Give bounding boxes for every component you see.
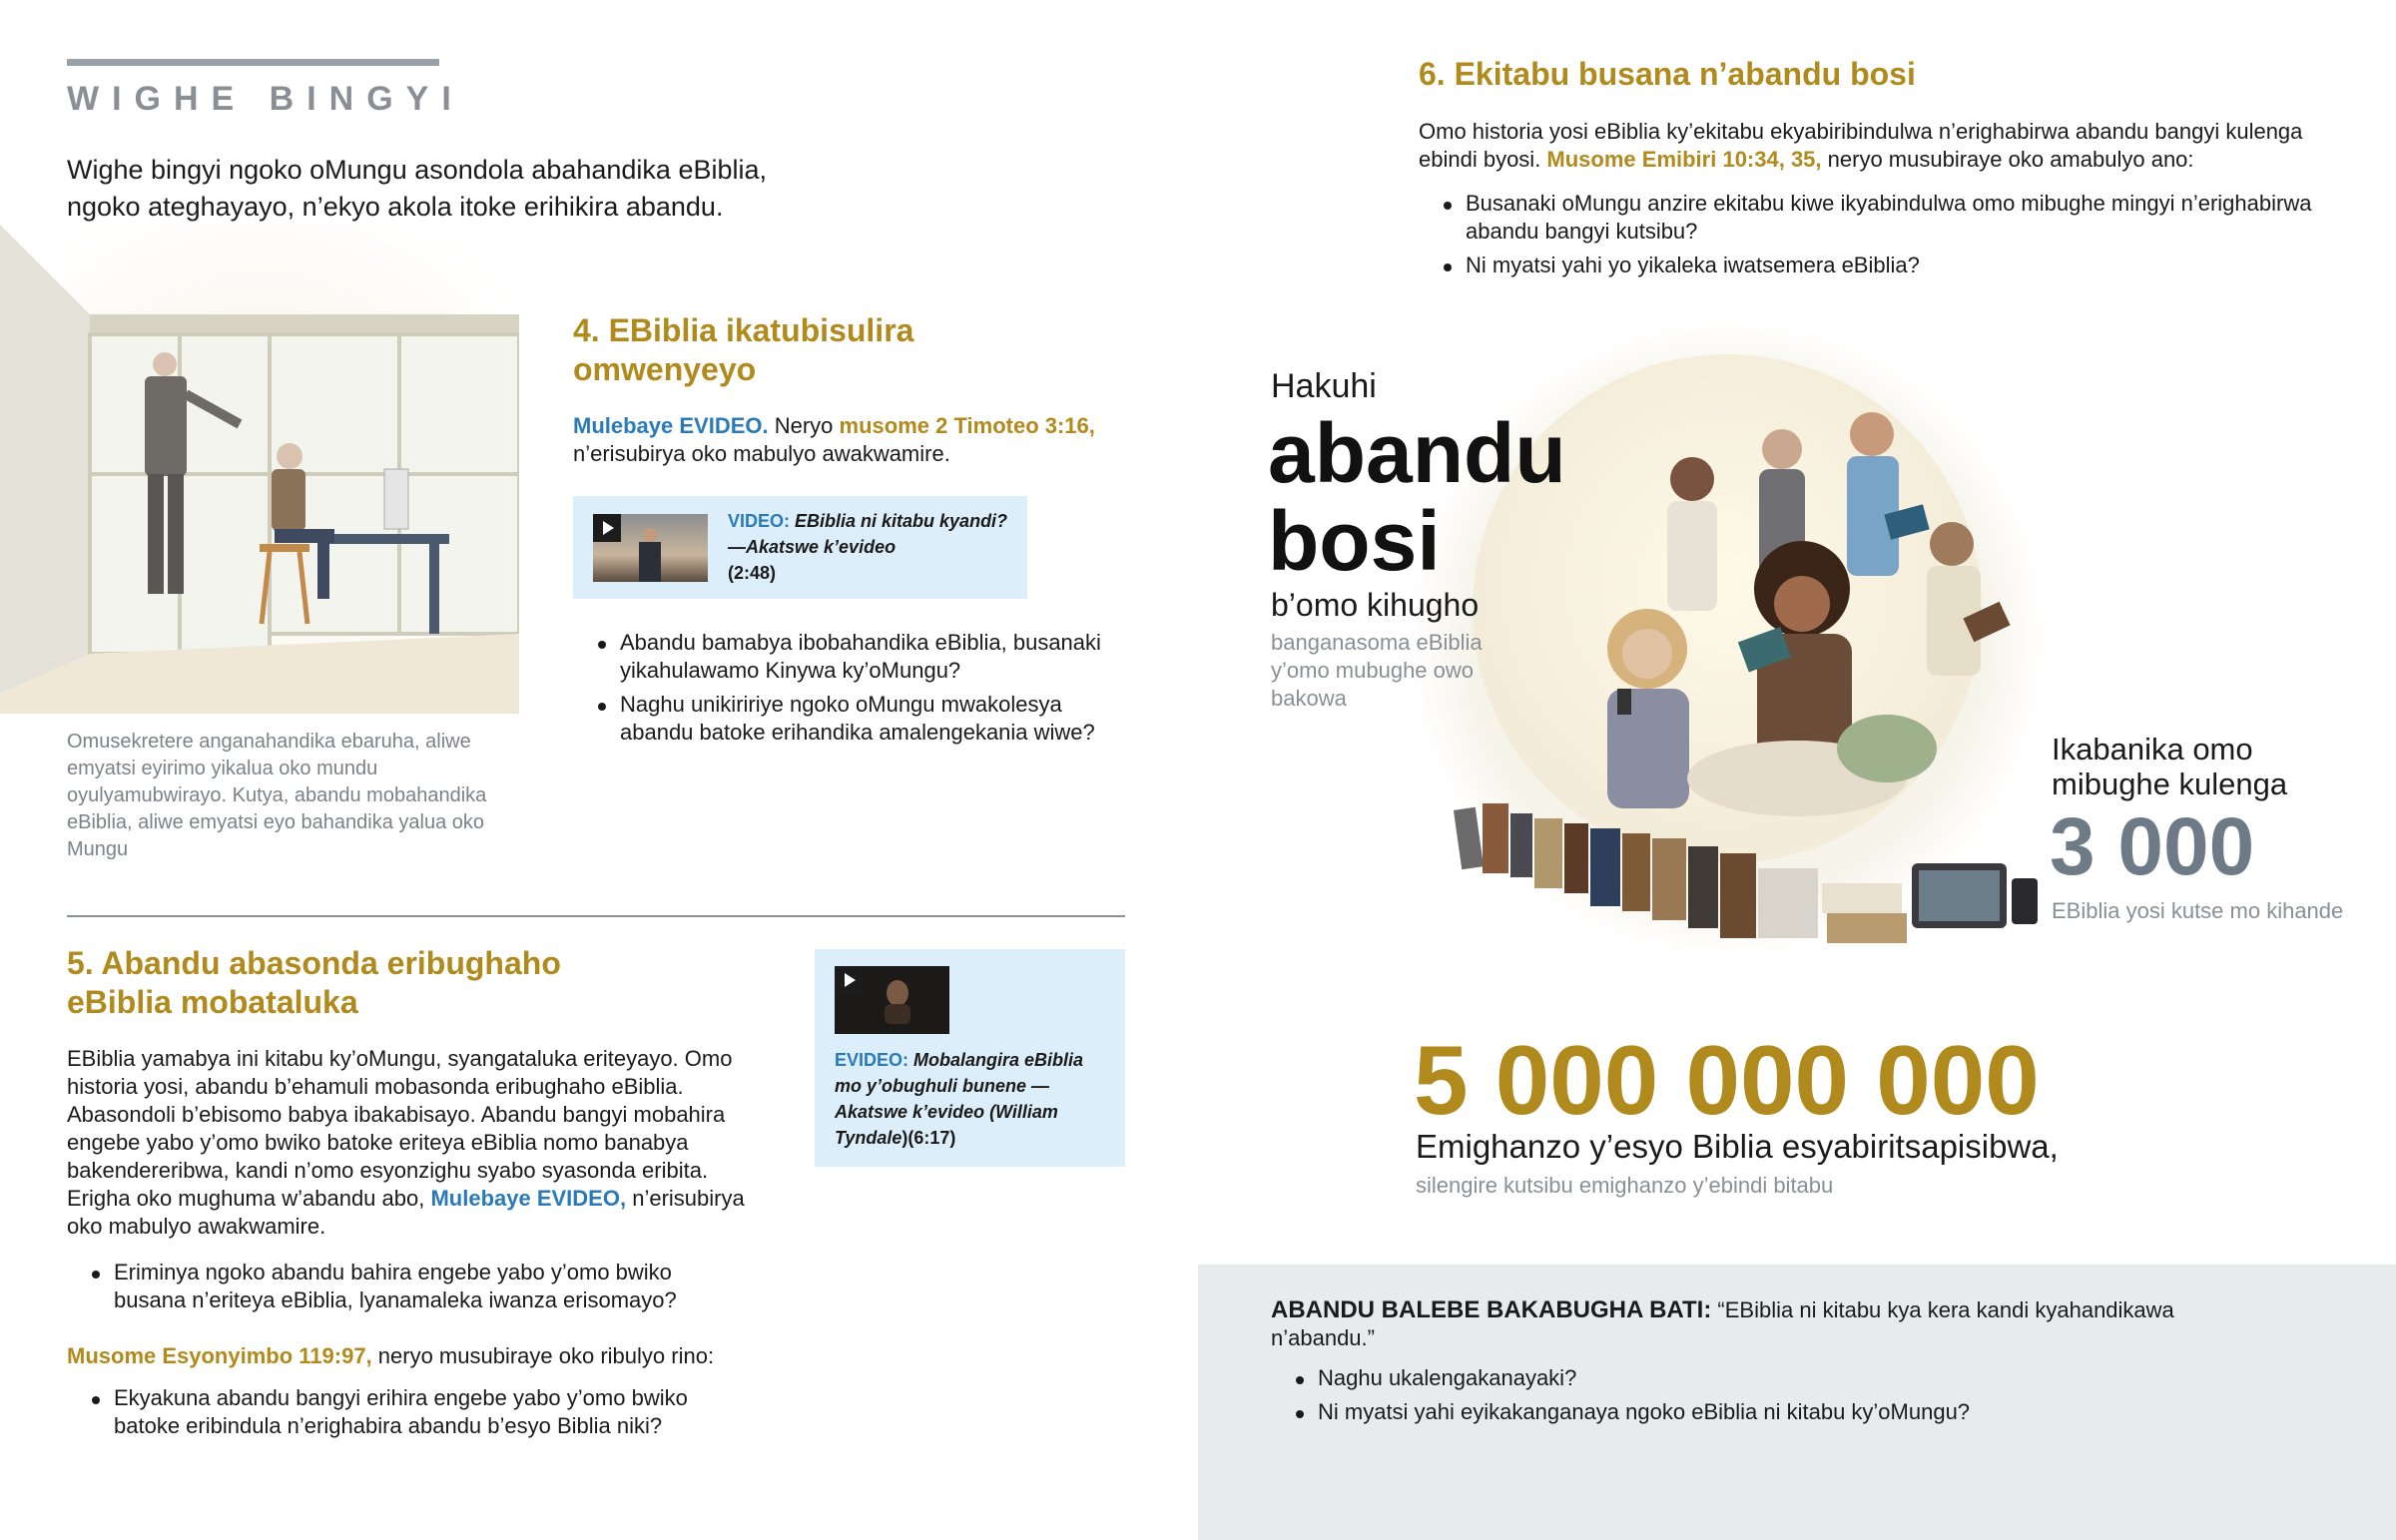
section5-question1-list — [90, 1259, 729, 1320]
section5-video-name: William Tyndale — [835, 1102, 1058, 1148]
list-item: Eriminya ngoko abandu bahira engebe yabo y’omo bwiko busana n’eriteya eBiblia, lyanamaleka iwanza erisomayo? — [90, 1259, 729, 1314]
section5-body — [67, 1045, 766, 1241]
list-item: Naghu unikiririye ngoko oMungu mwakolesya abandu batoke erihandika amalengekania wiwe? — [596, 691, 1135, 747]
play-icon[interactable] — [835, 966, 863, 994]
illustration-caption: Omusekretere anganahandika ebaruha, aliwe emyatsi eyirimo yikalua oko mundu oyulyamubwirayo. Kutya, abandu mobahandika eBiblia, aliwe emyatsi eyo bahandika yalua oko Mungu — [67, 731, 487, 860]
objection-questions — [1294, 1364, 2192, 1432]
review-heading: WIGHE BINGYI — [67, 80, 464, 118]
section6-questions — [1442, 190, 2330, 285]
objection-quote: “EBiblia ni kitabu kya kera kandi kyahandikawa n’abandu.” — [1271, 1297, 2174, 1350]
section6-body-text: Omo historia yosi eBiblia ky’ekitabu ekyabiribindulwa n’erighabirwa abandu bangyi kulenga ebindi byosi. — [1419, 119, 2303, 172]
section6-body — [1419, 118, 2327, 174]
section5-read-link[interactable]: Musome Esyonyimbo 119:97, — [67, 1343, 372, 1368]
section4-questions — [596, 629, 1135, 753]
list-item: Ni myatsi yahi eyikakanganaya ngoko eBiblia ni kitabu ky’oMungu? — [1294, 1398, 2192, 1426]
section4-video-label: VIDEO: — [728, 511, 791, 531]
list-item: Busanaki oMungu anzire ekitabu kiwe ikyabindulwa omo mibughe mingyi n’erighabirwa abandu bangyi kutsibu? — [1442, 190, 2330, 246]
objection-panel — [1198, 1265, 2396, 1540]
section5-video-duration: )(6:17) — [901, 1128, 956, 1148]
section4-video-title: EBiblia ni kitabu kyandi?—Akatswe k’evideo — [728, 511, 1008, 557]
section6-body-end: neryo musubiraye oko amabulyo ano: — [1821, 147, 2194, 172]
section5-read-end: neryo musubiraye oko ribulyo rino: — [371, 1343, 715, 1368]
stat-languages-note: EBiblia yosi kutse mo kihande — [2052, 898, 2344, 923]
section6-title: 6. Ekitabu busana n’abandu bosi — [1419, 56, 1916, 92]
section4-watch-link[interactable]: Mulebaye EVIDEO. — [573, 413, 769, 438]
section5-video-label: EVIDEO: — [835, 1050, 909, 1070]
section4-intro — [573, 412, 1112, 468]
secretary-illustration — [0, 225, 519, 714]
list-item: Naghu ukalengakanayaki? — [1294, 1364, 2192, 1392]
section5-read — [67, 1342, 766, 1370]
section4-text-mid: Neryo — [768, 413, 840, 438]
section5-video-caption — [835, 1047, 1114, 1151]
review-intro: Wighe bingyi ngoko oMungu asondola abahandika eBiblia, ngoko ateghayayo, n’ekyo akola itoke erihikira abandu. — [67, 155, 767, 222]
stat-big-line2: bosi — [1268, 494, 1441, 588]
section5-video-title: Mobalangira eBiblia mo y’obughuli bunene —Akatswe k’evideo ( — [835, 1050, 1084, 1122]
stat-copies-note: silengire kutsibu emighanzo y’ebindi bitabu — [1416, 1173, 1834, 1198]
stat-big-line1: abandu — [1268, 406, 1566, 500]
list-item: Abandu bamabya ibobahandika eBiblia, busanaki yikahulawamo Kinywa ky’oMungu? — [596, 629, 1135, 685]
section4-video-box[interactable] — [573, 496, 1027, 599]
objection-lead: ABANDU BALEBE BAKABUGHA BATI: — [1271, 1296, 1712, 1323]
stat-almost: Hakuhi — [1271, 367, 1377, 405]
play-icon[interactable] — [593, 514, 621, 542]
stat-copies-number: 5 000 000 000 — [1414, 1025, 2040, 1135]
list-item: Ekyakuna abandu bangyi erihira engebe yabo y’omo bwiko batoke eribindula n’erighabira abandu b’esyo Biblia niki? — [90, 1384, 729, 1440]
stat-note1: banganasoma eBiblia y’omo mubughe owo bakowa — [1271, 630, 1483, 711]
section5-video-box[interactable] — [815, 949, 1125, 1167]
stat-big-all-people — [1268, 406, 1566, 588]
section4-video-duration: (2:48) — [728, 563, 777, 583]
section6-read-link[interactable]: Musome Emibiri 10:34, 35, — [1546, 147, 1822, 172]
stat-copies-text: Emighanzo y’esyo Biblia esyabiritsapisibwa, — [1416, 1128, 2059, 1165]
stat-of-world: b’omo kihugho — [1271, 587, 1480, 623]
section4-text-end: n’erisubirya oko mabulyo awakwamire. — [573, 441, 950, 466]
section5-title: 5. Abandu abasonda eribughaho eBiblia mobataluka — [67, 945, 561, 1020]
section5-watch-link[interactable]: Mulebaye EVIDEO, — [430, 1186, 627, 1211]
section5-video-thumbnail[interactable] — [835, 966, 949, 1034]
review-rule — [67, 59, 439, 66]
list-item: Ni myatsi yahi yo yikaleka iwatsemera eBiblia? — [1442, 252, 2330, 279]
section5-body-text: EBiblia yamabya ini kitabu ky’oMungu, syangataluka eriteyayo. Omo historia yosi, abandu b’ehamuli mobasonda eribughaho eBiblia. Abasondoli b’ebisomo babya ibakabisayo. Abandu bangyi mobahira engebe yabo y’omo bwiko batoke eriteya eBiblia nomo banabya bakendereribwa, kandi n’omo esyonzighu syabo syasonda eribita. Erigha oko mughuma w’abandu abo, — [67, 1046, 733, 1211]
objection-statement — [1271, 1296, 2269, 1352]
section4-video-caption — [728, 508, 1012, 586]
section5-body-end: n’erisubirya oko mabulyo awakwamire. — [67, 1186, 745, 1239]
section4-title: 4. EBiblia ikatubisulira omwenyeyo — [573, 312, 914, 387]
stat-languages-number: 3 000 — [2050, 801, 2255, 892]
section4-read-link[interactable]: musome 2 Timoteo 3:16, — [839, 413, 1095, 438]
section-divider — [67, 915, 1125, 917]
section5-question2-list — [90, 1384, 729, 1446]
section4-video-thumbnail[interactable] — [593, 514, 708, 582]
stat-languages-text: Ikabanika omo mibughe kulenga — [2052, 732, 2288, 801]
